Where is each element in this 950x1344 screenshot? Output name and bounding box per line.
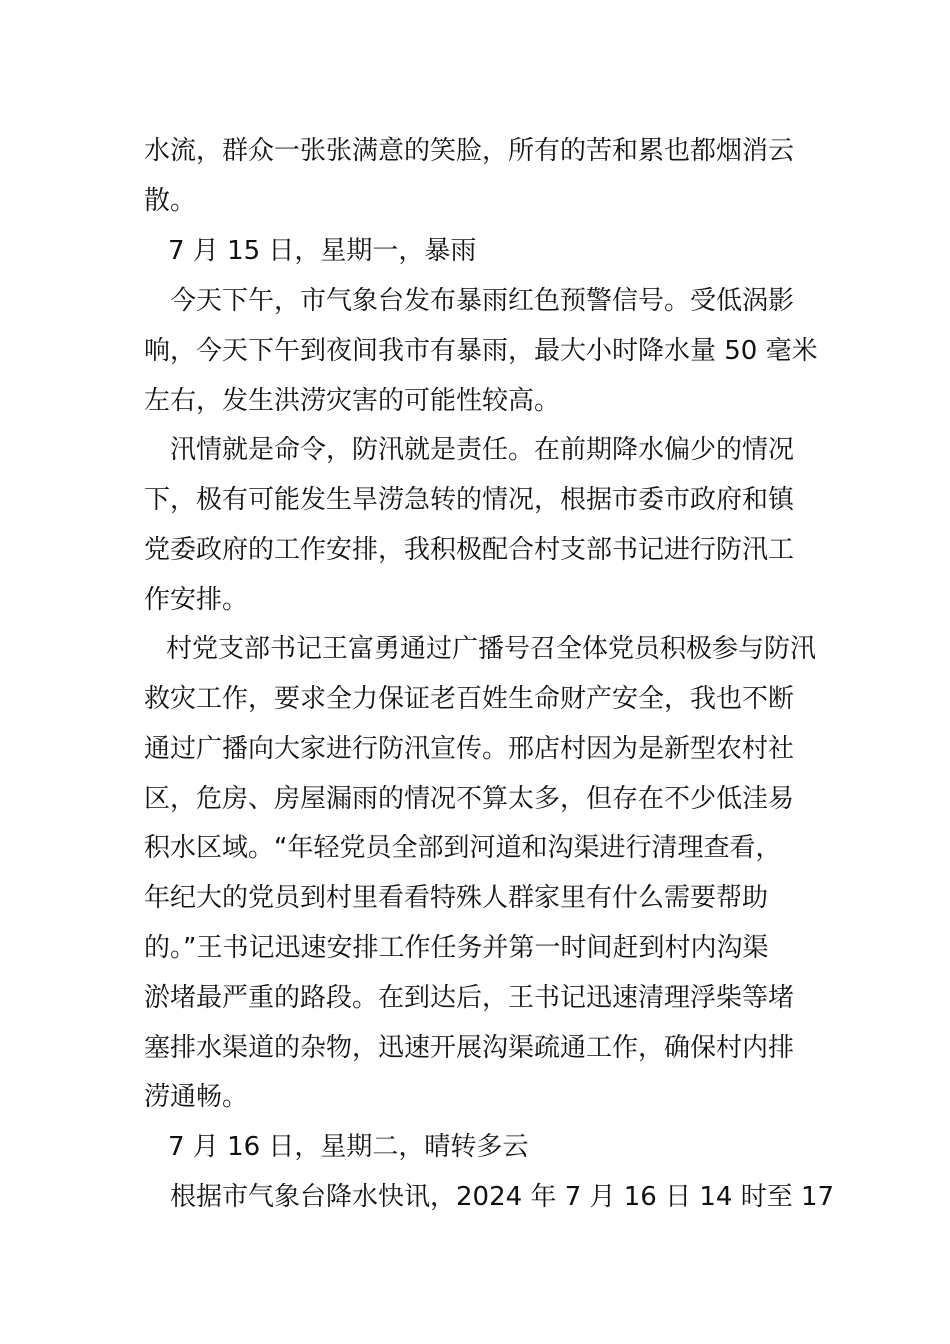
text-line: 水流，群众一张张满意的笑脸，所有的苦和累也都烟消云	[144, 136, 795, 166]
text-line: 今天下午，市气象台发布暴雨红色预警信号。受低涡影	[170, 286, 795, 316]
text-line: 村党支部书记王富勇通过广播号召全体党员积极参与防汛	[166, 634, 817, 664]
text-line: 党委政府的工作安排，我积极配合村支部书记进行防汛工	[144, 535, 795, 565]
text-line: 涝通畅。	[144, 1082, 249, 1112]
text-line: 下，极有可能发生旱涝急转的情况，根据市委市政府和镇	[144, 485, 795, 515]
text-line: 积水区域。“年轻党员全部到河道和沟渠进行清理查看，	[144, 833, 782, 863]
text-line: 的。”王书记迅速安排工作任务并第一时间赶到村内沟渠	[144, 933, 769, 963]
text-line: 区，危房、房屋漏雨的情况不算太多，但存在不少低洼易	[144, 784, 795, 814]
text-line: 作安排。	[144, 585, 249, 615]
date-heading: 7 月 16 日，星期二，晴转多云	[168, 1132, 529, 1162]
text-line: 左右，发生洪涝灾害的可能性较高。	[144, 386, 561, 416]
text-line: 淤堵最严重的路段。在到达后，王书记迅速清理浮柴等堵	[144, 983, 795, 1013]
text-line: 根据市气象台降水快讯，2024 年 7 月 16 日 14 时至 17	[170, 1182, 835, 1212]
text-line: 散。	[144, 186, 197, 216]
text-line: 塞排水渠道的杂物，迅速开展沟渠疏通工作，确保村内排	[144, 1033, 795, 1063]
text-line: 通过广播向大家进行防汛宣传。邢店村因为是新型农村社	[144, 734, 795, 764]
text-line: 救灾工作，要求全力保证老百姓生命财产安全，我也不断	[144, 684, 795, 714]
text-line: 汛情就是命令，防汛就是责任。在前期降水偏少的情况	[170, 435, 795, 465]
text-line: 年纪大的党员到村里看看特殊人群家里有什么需要帮助	[144, 883, 769, 913]
text-line: 响，今天下午到夜间我市有暴雨，最大小时降水量 50 毫米	[144, 336, 818, 366]
date-heading: 7 月 15 日，星期一，暴雨	[168, 236, 477, 266]
